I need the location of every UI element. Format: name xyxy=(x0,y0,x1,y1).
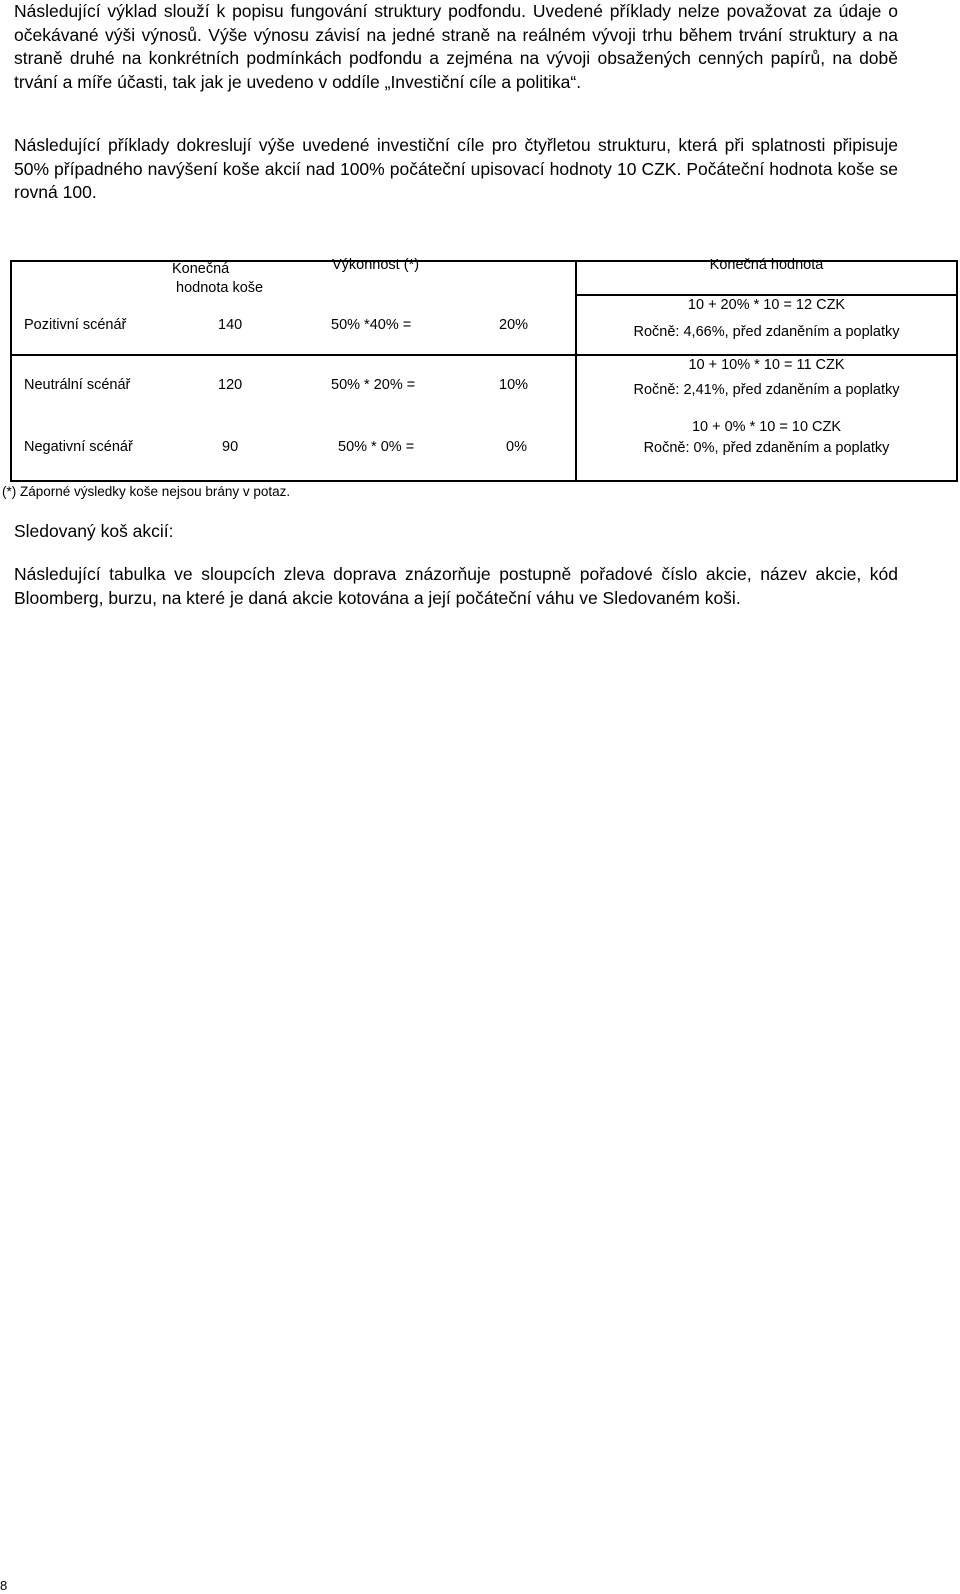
header-final-basket-value-line1: Konečná xyxy=(172,261,230,277)
basket-value-neutral: 120 xyxy=(218,377,243,393)
annual-return-neutral: Ročně: 2,41%, před zdaněním a poplatky xyxy=(633,382,900,398)
annual-return-negative: Ročně: 0%, před zdaněním a poplatky xyxy=(643,440,890,456)
section-heading: Sledovaný koš akcií: xyxy=(14,521,174,541)
basket-description-paragraph: Následující tabulka ve sloupcích zleva doprava znázorňuje postupně pořadové číslo akcie, název akcie, kód Bloomberg, burzu, na které je daná akcie kotována a její počáteční váhu ve Sledovaném koši. xyxy=(14,564,898,608)
intro-paragraph: Následující výklad slouží k popisu fungování struktury podfondu. Uvedené příklady nelze považovat za údaje o očekávané výši výnosů. Výše výnosu závisí na jedné straně na reálném vývoji trhu během trvání struktury a na straně druhé na konkrétních podmínkách podfondu a zejména na vývoji obsažených cenných papírů, na době trvání a míře účasti, tak jak je uvedeno v oddíle „Investiční cíle a politika“. xyxy=(14,1,898,92)
final-value-calc-negative: 10 + 0% * 10 = 10 CZK xyxy=(691,419,842,435)
header-final-basket-value xyxy=(172,260,263,298)
performance-neutral: 10% xyxy=(499,377,529,393)
final-value-calc-positive: 10 + 20% * 10 = 12 CZK xyxy=(687,297,846,313)
formula-positive: 50% *40% = xyxy=(331,317,412,333)
examples-paragraph: Následující příklady dokreslují výše uvedené investiční cíle pro čtyřletou strukturu, která při splatnosti připisuje 50% případného navýšení koše akcií nad 100% počáteční upisovací hodnoty 10 CZK. Počáteční hodnota koše se rovná 100. xyxy=(14,135,898,202)
scenario-table xyxy=(10,257,958,482)
formula-negative: 50% * 0% = xyxy=(338,439,415,455)
performance-positive: 20% xyxy=(499,317,529,333)
basket-value-positive: 140 xyxy=(218,317,243,333)
row-divider xyxy=(10,354,577,356)
final-value-calc-neutral: 10 + 10% * 10 = 11 CZK xyxy=(688,357,845,373)
annual-return-positive: Ročně: 4,66%, před zdaněním a poplatky xyxy=(633,324,900,340)
scenario-label-neutral: Neutrální scénář xyxy=(24,377,131,393)
scenario-label-positive: Pozitivní scénář xyxy=(24,317,127,333)
header-final-basket-value-line2: hodnota koše xyxy=(176,280,264,296)
scenario-label-negative: Negativní scénář xyxy=(24,439,133,455)
formula-neutral: 50% * 20% = xyxy=(331,377,416,393)
table-footnote: (*) Záporné výsledky koše nejsou brány v potaz. xyxy=(2,484,291,499)
performance-negative: 0% xyxy=(506,439,527,455)
page-number: 8 xyxy=(0,1578,8,1593)
basket-value-negative: 90 xyxy=(222,439,239,455)
header-final-value: Konečná hodnota xyxy=(709,257,824,273)
header-performance: Výkonnost (*) xyxy=(332,257,420,273)
